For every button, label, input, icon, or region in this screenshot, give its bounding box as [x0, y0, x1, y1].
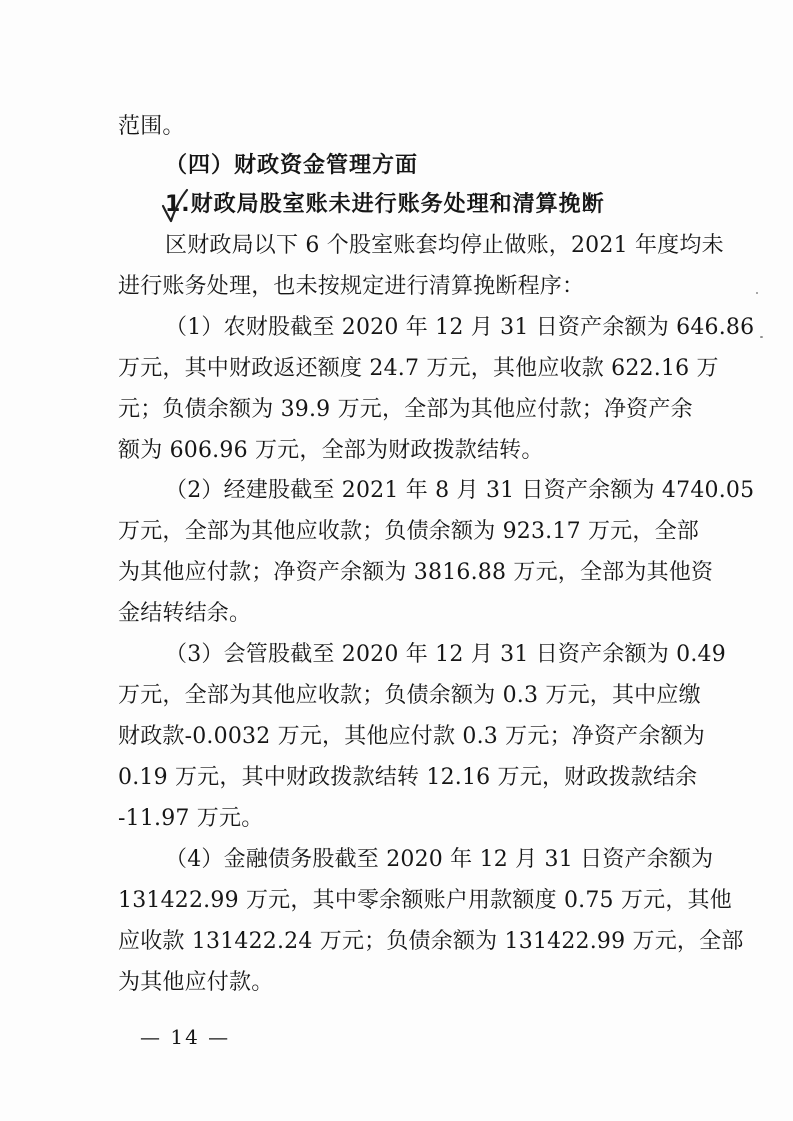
- section-heading: （四）财政资金管理方面: [165, 153, 419, 178]
- paragraph-intro-line-1: 区财政局以下 6 个股室账套均停止做账，2021 年度均未: [165, 233, 724, 258]
- scan-speck: [760, 336, 763, 338]
- item-3-line-5: -11.97 万元。: [118, 806, 264, 831]
- item-1-line-4: 额为 606.96 万元，全部为财政拨款结转。: [118, 438, 544, 463]
- item-3-line-2: 万元，全部为其他应收款；负债余额为 0.3 万元，其中应缴: [118, 683, 701, 708]
- item-4-line-1: （4）金融债务股截至 2020 年 12 月 31 日资产余额为: [165, 847, 714, 872]
- item-3-line-4: 0.19 万元，其中财政拨款结转 12.16 万元，财政拨款结余: [118, 765, 698, 790]
- item-1-line-3: 元；负债余额为 39.9 万元，全部为其他应付款；净资产余: [118, 397, 693, 422]
- scan-speck: [756, 292, 758, 294]
- item-4-line-4: 为其他应付款。: [118, 970, 274, 995]
- page-number: — 14 —: [140, 1025, 231, 1049]
- item-4-line-2: 131422.99 万元，其中零余额账户用款额度 0.75 万元，其他: [118, 888, 732, 913]
- item-4-line-3: 应收款 131422.24 万元；负债余额为 131422.99 万元，全部: [118, 929, 744, 954]
- item-2-line-1: （2）经建股截至 2021 年 8 月 31 日资产余额为 4740.05: [165, 478, 755, 503]
- item-2-line-4: 金结转结余。: [118, 601, 252, 626]
- item-2-line-2: 万元，全部为其他应收款；负债余额为 923.17 万元，全部: [118, 519, 699, 544]
- item-2-line-3: 为其他应付款；净资产余额为 3816.88 万元，全部为其他资: [118, 560, 714, 585]
- item-1-line-2: 万元，其中财政返还额度 24.7 万元，其他应收款 622.16 万: [118, 356, 719, 381]
- item-3-line-1: （3）会管股截至 2020 年 12 月 31 日资产余额为 0.49: [165, 642, 726, 667]
- handwritten-check-icon: [160, 188, 190, 224]
- subheading: 1.财政局股室账未进行账务处理和清算挽断: [165, 192, 605, 217]
- paragraph-intro-line-2: 进行账务处理，也未按规定进行清算挽断程序：: [118, 274, 585, 299]
- item-1-line-1: （1）农财股截至 2020 年 12 月 31 日资产余额为 646.86: [165, 315, 755, 340]
- text-line-scope: 范围。: [118, 114, 185, 139]
- item-3-line-3: 财政款-0.0032 万元，其他应付款 0.3 万元；净资产余额为: [118, 724, 705, 749]
